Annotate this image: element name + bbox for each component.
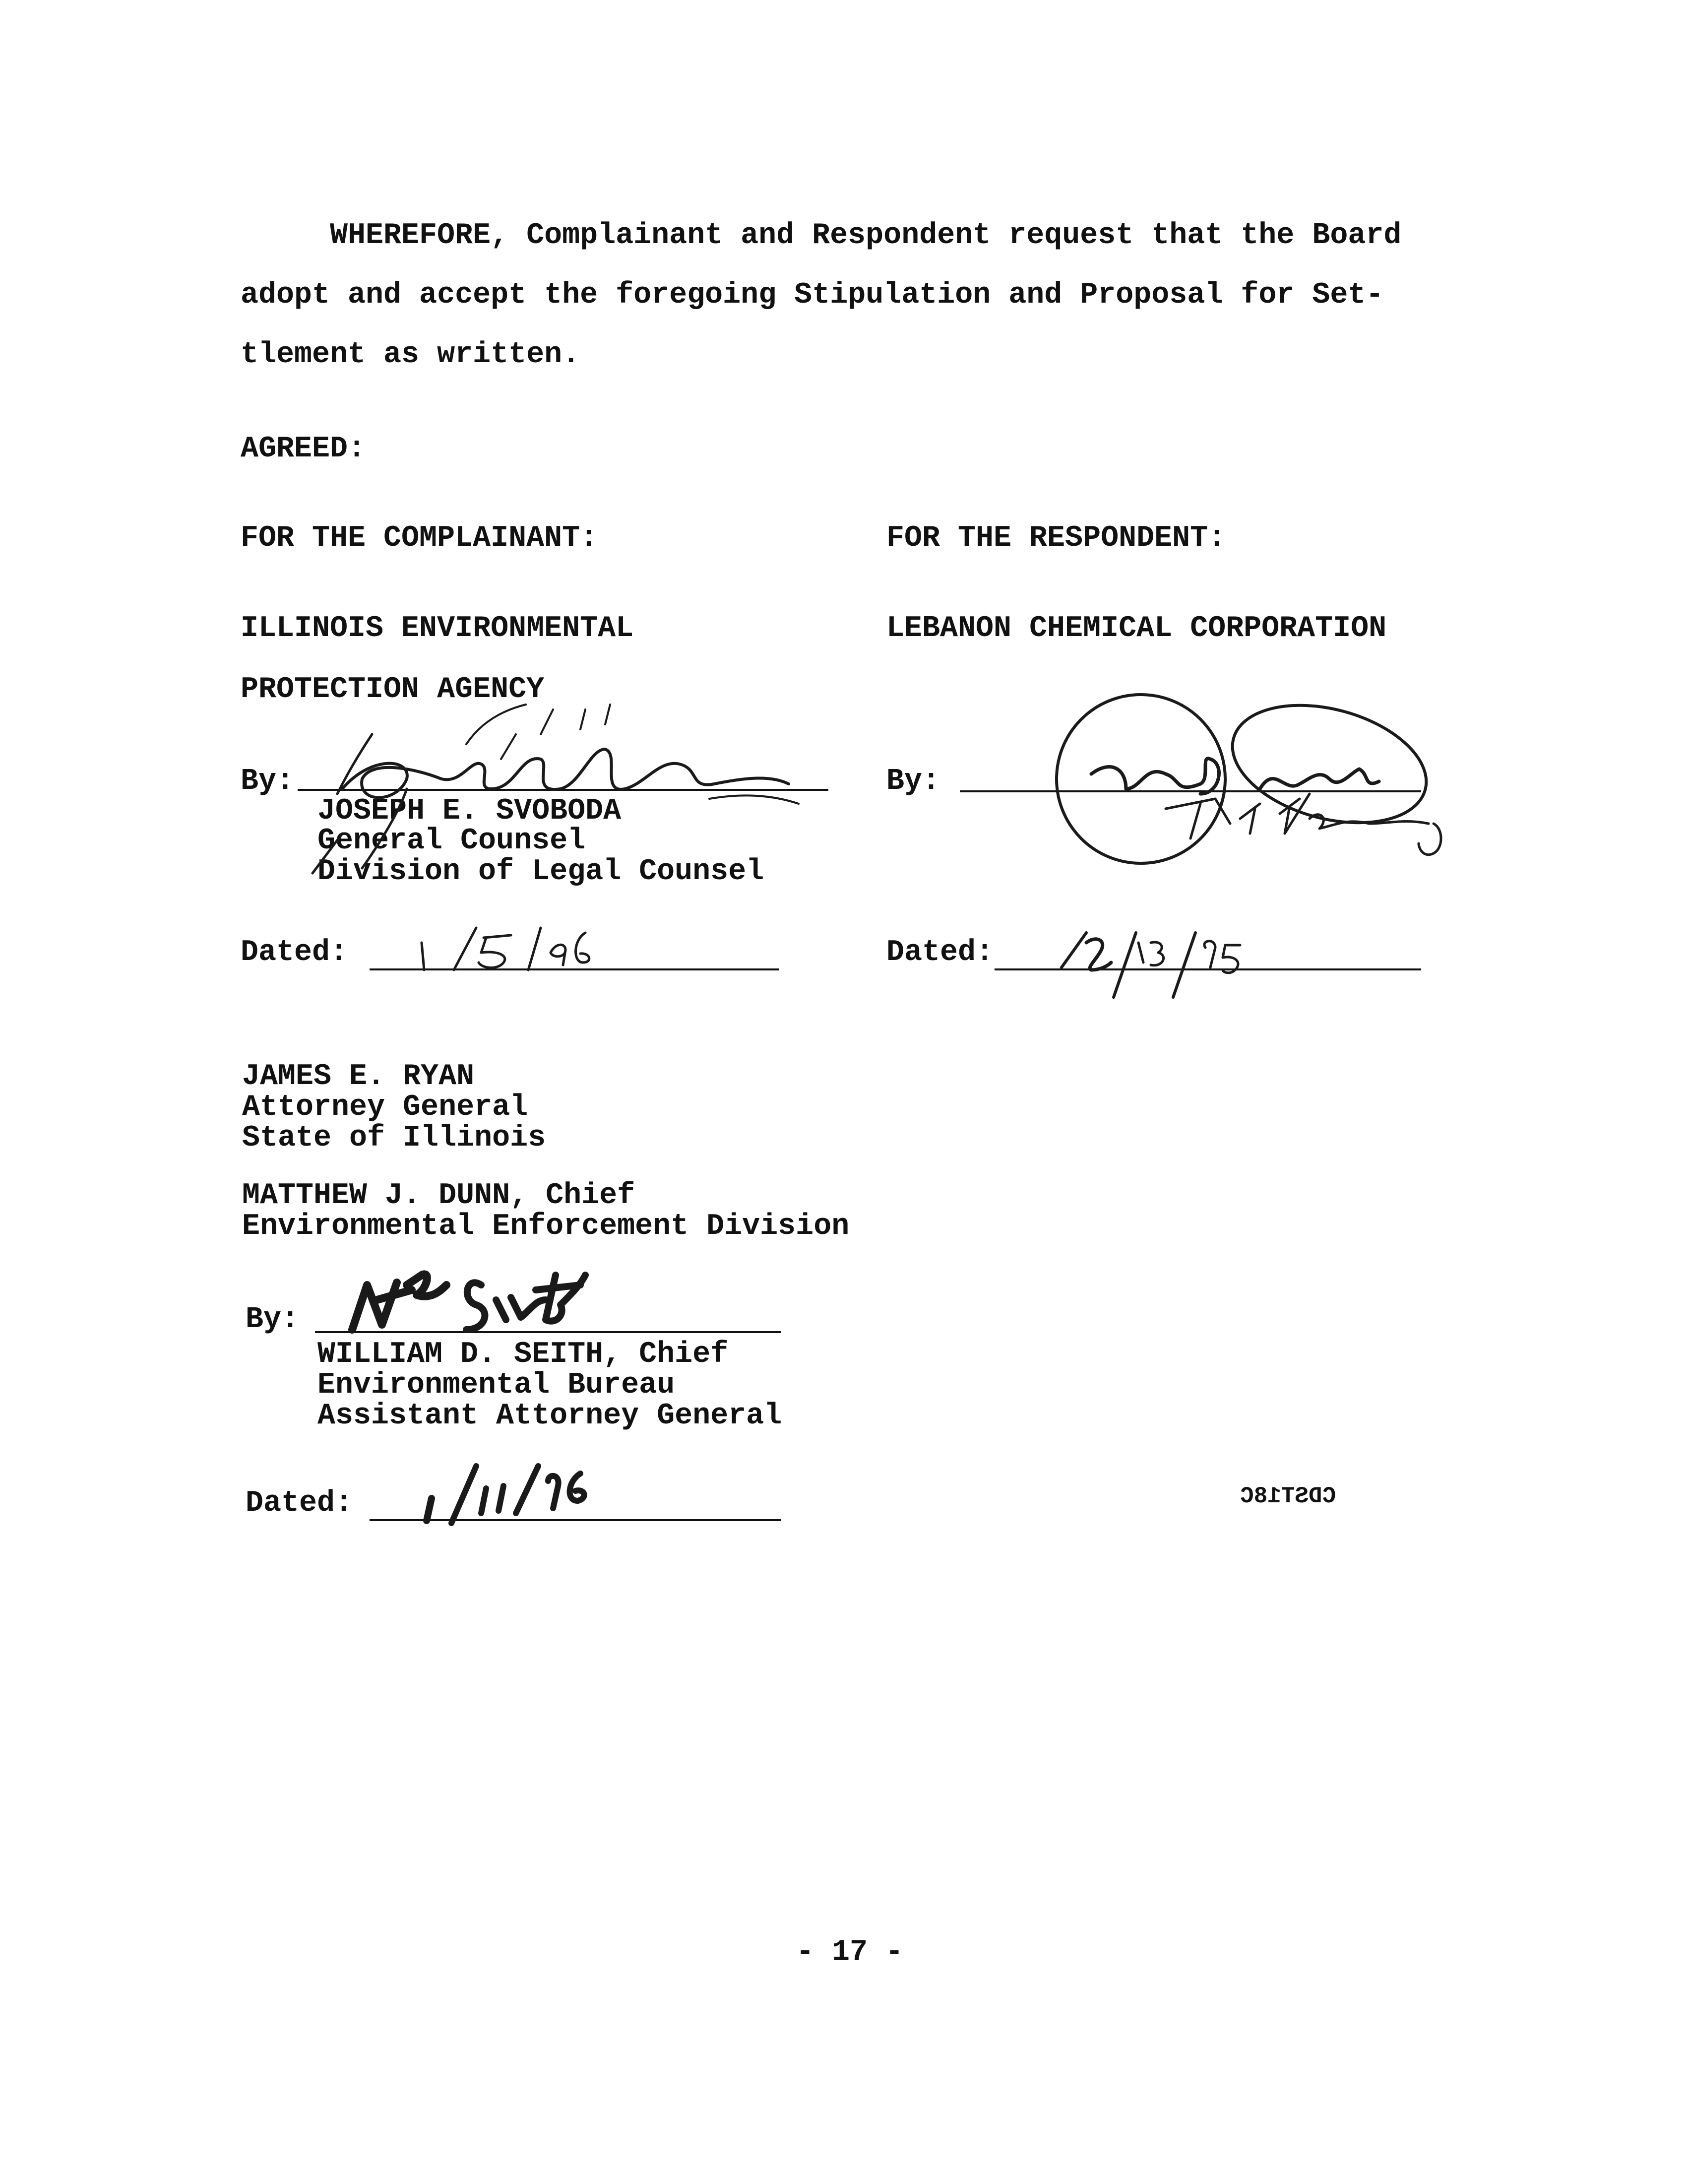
ag-title: Attorney General [242, 1091, 528, 1124]
enforcement-dated-label: Dated: [246, 1486, 353, 1520]
respondent-org: LEBANON CHEMICAL CORPORATION [886, 612, 1387, 645]
complainant-signer-name: JOSEPH E. SVOBODA [317, 794, 622, 828]
respondent-signature [1052, 675, 1468, 883]
complainant-signer-title1: General Counsel [317, 824, 586, 858]
complainant-signer-title2: Division of Legal Counsel [317, 855, 764, 889]
paragraph-line-2: adopt and accept the foregoing Stipulation and Proposal for Set- [241, 278, 1384, 312]
complainant-org-line2: PROTECTION AGENCY [241, 673, 545, 707]
enforcement-signer-title2: Assistant Attorney General [317, 1399, 782, 1433]
seith-signature [347, 1255, 605, 1340]
agreed-label: AGREED: [241, 432, 366, 466]
enforcement-chief: MATTHEW J. DUNN, Chief [242, 1179, 635, 1213]
ag-state: State of Illinois [242, 1121, 546, 1155]
paragraph-line-3: tlement as written. [241, 338, 580, 372]
respondent-dated-label: Dated: [886, 936, 994, 969]
ag-name: JAMES E. RYAN [242, 1060, 475, 1093]
enforcement-by-label: By: [246, 1303, 300, 1337]
paragraph-line-1: WHEREFORE, Complainant and Respondent request that the Board [330, 219, 1402, 253]
complainant-heading: FOR THE COMPLAINANT: [241, 521, 598, 555]
enforcement-signer-name: WILLIAM D. SEITH, Chief [317, 1338, 729, 1371]
page-number: - 17 - [796, 1935, 904, 1969]
complainant-by-label: By: [241, 765, 295, 798]
respondent-heading: FOR THE RESPONDENT: [886, 521, 1226, 555]
respondent-by-label: By: [886, 765, 940, 798]
enforcement-division: Environmental Enforcement Division [242, 1210, 850, 1243]
svoboda-signature [283, 680, 838, 878]
complainant-dated-label: Dated: [241, 936, 348, 969]
complainant-org-line1: ILLINOIS ENVIRONMENTAL [241, 612, 634, 645]
enforcement-signer-title1: Environmental Bureau [317, 1368, 675, 1402]
bates-stamp: CDST18C [1240, 1483, 1336, 1509]
